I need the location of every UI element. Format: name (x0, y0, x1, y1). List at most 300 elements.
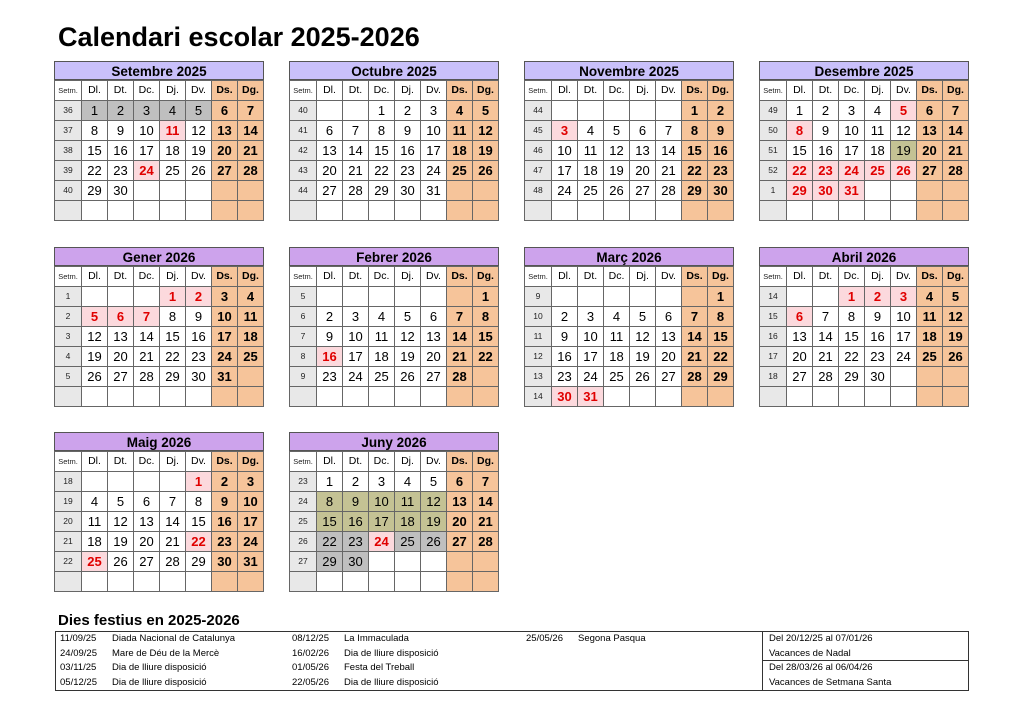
day-cell: 14 (682, 327, 708, 347)
week-number: 40 (290, 101, 317, 121)
day-cell (108, 287, 134, 307)
week-row (525, 141, 734, 161)
week-row (55, 472, 264, 492)
weekday-header: Dg. (473, 267, 499, 287)
day-cell: 12 (604, 141, 630, 161)
day-cell (108, 572, 134, 592)
week-number: 52 (760, 161, 787, 181)
weekday-header: Dt. (343, 81, 369, 101)
day-cell: 8 (708, 307, 734, 327)
day-cell (238, 572, 264, 592)
weekday-header: Dt. (108, 267, 134, 287)
day-cell: 16 (708, 141, 734, 161)
day-cell (917, 367, 943, 387)
week-row (290, 532, 499, 552)
day-cell: 25 (578, 181, 604, 201)
day-cell (552, 201, 578, 221)
day-cell: 20 (108, 347, 134, 367)
day-cell: 21 (473, 512, 499, 532)
day-cell: 5 (630, 307, 656, 327)
week-row (290, 572, 499, 592)
day-cell: 9 (552, 327, 578, 347)
month-header: Febrer 2026 (289, 247, 499, 266)
day-cell: 4 (447, 101, 473, 121)
week-row (290, 287, 499, 307)
week-row (55, 572, 264, 592)
day-cell: 4 (238, 287, 264, 307)
week-row (290, 367, 499, 387)
weekday-header: Setm. (290, 267, 317, 287)
day-cell: 7 (813, 307, 839, 327)
week-row (760, 141, 969, 161)
festiu-row (292, 661, 522, 676)
week-number: 44 (290, 181, 317, 201)
weekday-header: Setm. (55, 81, 82, 101)
day-cell: 6 (917, 101, 943, 121)
day-cell: 2 (708, 101, 734, 121)
day-cell (212, 201, 238, 221)
day-cell: 18 (447, 141, 473, 161)
weekday-header: Dv. (186, 81, 212, 101)
weekday-header: Ds. (917, 81, 943, 101)
day-cell: 24 (839, 161, 865, 181)
weekday-header: Ds. (447, 81, 473, 101)
week-number: 21 (55, 532, 82, 552)
day-cell: 1 (317, 472, 343, 492)
weekday-header: Dl. (82, 81, 108, 101)
day-cell (604, 387, 630, 407)
weekday-header: Setm. (525, 81, 552, 101)
week-number (290, 387, 317, 407)
week-number: 41 (290, 121, 317, 141)
day-cell: 14 (656, 141, 682, 161)
day-cell: 30 (813, 181, 839, 201)
day-cell: 9 (343, 492, 369, 512)
day-cell (212, 572, 238, 592)
day-cell: 6 (212, 101, 238, 121)
week-row (55, 141, 264, 161)
day-cell: 10 (134, 121, 160, 141)
day-cell: 19 (891, 141, 917, 161)
festiu-row (60, 647, 290, 662)
weekday-header: Dg. (473, 452, 499, 472)
week-number: 18 (760, 367, 787, 387)
day-cell (421, 201, 447, 221)
day-cell: 25 (238, 347, 264, 367)
week-row (525, 181, 734, 201)
day-cell: 3 (839, 101, 865, 121)
day-cell: 7 (160, 492, 186, 512)
week-row (525, 287, 734, 307)
week-number: 45 (525, 121, 552, 141)
week-number: 50 (760, 121, 787, 141)
weekday-header: Dv. (656, 267, 682, 287)
day-cell (447, 387, 473, 407)
day-cell: 3 (343, 307, 369, 327)
day-cell: 29 (682, 181, 708, 201)
day-cell (473, 201, 499, 221)
day-cell (943, 201, 969, 221)
day-cell: 28 (656, 181, 682, 201)
day-cell (238, 367, 264, 387)
month-header: Gener 2026 (54, 247, 264, 266)
weekday-header: Dt. (343, 267, 369, 287)
day-cell (395, 287, 421, 307)
week-number: 3 (55, 327, 82, 347)
festiu-name: Dia de lliure disposició (344, 676, 439, 688)
day-cell (108, 387, 134, 407)
day-cell: 30 (395, 181, 421, 201)
day-cell: 9 (865, 307, 891, 327)
day-cell: 17 (578, 347, 604, 367)
festiu-date: 16/02/26 (292, 647, 329, 659)
day-cell: 17 (238, 512, 264, 532)
festiu-date: 24/09/25 (60, 647, 97, 659)
weekday-header: Dv. (186, 452, 212, 472)
day-cell (134, 572, 160, 592)
day-cell: 17 (369, 512, 395, 532)
day-cell: 24 (369, 532, 395, 552)
weekday-header: Setm. (290, 81, 317, 101)
week-number: 5 (290, 287, 317, 307)
day-cell: 29 (839, 367, 865, 387)
day-cell: 30 (865, 367, 891, 387)
week-number: 37 (55, 121, 82, 141)
weekday-header: Dv. (891, 81, 917, 101)
day-cell (682, 201, 708, 221)
day-cell: 3 (421, 101, 447, 121)
day-cell (108, 472, 134, 492)
week-number: 19 (55, 492, 82, 512)
week-number: 13 (525, 367, 552, 387)
day-cell: 18 (604, 347, 630, 367)
day-cell: 3 (578, 307, 604, 327)
festiu-row (60, 632, 290, 647)
week-number: 48 (525, 181, 552, 201)
day-cell: 6 (656, 307, 682, 327)
day-cell: 1 (186, 472, 212, 492)
festiu-date: 22/05/26 (292, 676, 329, 688)
day-cell: 11 (238, 307, 264, 327)
day-cell (212, 181, 238, 201)
day-cell: 26 (421, 532, 447, 552)
day-cell (682, 387, 708, 407)
day-cell (917, 181, 943, 201)
day-cell: 14 (447, 327, 473, 347)
week-row (55, 121, 264, 141)
week-row (760, 101, 969, 121)
weekday-header: Dv. (186, 267, 212, 287)
day-cell: 25 (395, 532, 421, 552)
week-row (55, 181, 264, 201)
week-number: 26 (290, 532, 317, 552)
day-cell (552, 101, 578, 121)
day-cell: 2 (212, 472, 238, 492)
day-cell: 27 (317, 181, 343, 201)
day-cell (656, 201, 682, 221)
weekday-header: Dl. (552, 267, 578, 287)
day-cell (369, 201, 395, 221)
week-number: 38 (55, 141, 82, 161)
day-cell: 22 (708, 347, 734, 367)
day-cell: 7 (134, 307, 160, 327)
day-cell: 29 (787, 181, 813, 201)
day-cell (369, 287, 395, 307)
week-row (290, 141, 499, 161)
day-cell: 23 (343, 532, 369, 552)
day-cell: 7 (473, 472, 499, 492)
day-cell: 11 (865, 121, 891, 141)
day-cell: 8 (473, 307, 499, 327)
festiu-date: 11/09/25 (60, 633, 97, 644)
day-cell (917, 201, 943, 221)
day-cell (447, 552, 473, 572)
weekday-header: Dt. (578, 267, 604, 287)
day-cell: 1 (839, 287, 865, 307)
day-cell: 15 (369, 141, 395, 161)
month-9 (289, 432, 499, 592)
day-cell: 17 (891, 327, 917, 347)
weekday-header: Dc. (134, 267, 160, 287)
day-cell: 25 (865, 161, 891, 181)
day-cell (160, 387, 186, 407)
day-cell: 14 (343, 141, 369, 161)
festiu-date: 05/12/25 (60, 676, 97, 688)
day-cell: 23 (317, 367, 343, 387)
month-header: Setembre 2025 (54, 61, 264, 80)
day-cell: 13 (421, 327, 447, 347)
weekday-header: Dg. (943, 267, 969, 287)
day-cell: 17 (421, 141, 447, 161)
festiu-row (292, 632, 522, 647)
weekday-header: Setm. (55, 452, 82, 472)
day-cell: 15 (82, 141, 108, 161)
vacances-row: Vacances de Nadal (763, 647, 969, 662)
day-cell: 10 (369, 492, 395, 512)
day-cell: 31 (578, 387, 604, 407)
day-cell: 24 (134, 161, 160, 181)
week-row (55, 101, 264, 121)
week-row (55, 512, 264, 532)
day-cell (473, 572, 499, 592)
day-cell: 23 (552, 367, 578, 387)
week-row (525, 161, 734, 181)
week-row (55, 532, 264, 552)
day-cell: 22 (160, 347, 186, 367)
day-cell: 17 (212, 327, 238, 347)
day-cell: 20 (917, 141, 943, 161)
day-cell: 13 (212, 121, 238, 141)
week-row (290, 161, 499, 181)
day-cell: 14 (134, 327, 160, 347)
day-cell (421, 572, 447, 592)
day-cell: 2 (343, 472, 369, 492)
day-cell: 6 (447, 472, 473, 492)
week-row (760, 347, 969, 367)
day-cell: 4 (578, 121, 604, 141)
day-cell (943, 387, 969, 407)
day-cell: 1 (160, 287, 186, 307)
weekday-header: Dt. (813, 267, 839, 287)
day-cell: 7 (447, 307, 473, 327)
day-cell: 6 (317, 121, 343, 141)
day-cell: 17 (343, 347, 369, 367)
weekday-header: Dj. (160, 267, 186, 287)
day-cell: 30 (343, 552, 369, 572)
day-cell: 2 (395, 101, 421, 121)
festiu-name: Diada Nacional de Catalunya (112, 633, 236, 644)
day-cell: 19 (604, 161, 630, 181)
week-row (525, 347, 734, 367)
month-header: Març 2026 (524, 247, 734, 266)
day-cell: 8 (369, 121, 395, 141)
day-cell: 17 (552, 161, 578, 181)
week-number: 4 (55, 347, 82, 367)
day-cell: 8 (186, 492, 212, 512)
week-number: 47 (525, 161, 552, 181)
day-cell: 27 (656, 367, 682, 387)
day-cell: 5 (473, 101, 499, 121)
day-cell: 4 (395, 472, 421, 492)
day-cell (317, 572, 343, 592)
day-cell: 9 (395, 121, 421, 141)
day-cell (82, 201, 108, 221)
day-cell: 23 (708, 161, 734, 181)
day-cell: 26 (186, 161, 212, 181)
week-row (55, 161, 264, 181)
festiu-date: 01/05/26 (292, 662, 329, 673)
day-cell (369, 387, 395, 407)
week-number: 40 (55, 181, 82, 201)
day-cell: 22 (186, 532, 212, 552)
week-number: 12 (525, 347, 552, 367)
week-number (55, 572, 82, 592)
day-cell: 20 (212, 141, 238, 161)
weekday-header: Dg. (708, 267, 734, 287)
week-number (525, 201, 552, 221)
week-number: 10 (525, 307, 552, 327)
day-cell: 24 (578, 367, 604, 387)
weekday-header: Dc. (134, 452, 160, 472)
day-cell (813, 287, 839, 307)
week-row (55, 387, 264, 407)
day-cell (447, 201, 473, 221)
day-cell (395, 387, 421, 407)
day-cell: 12 (395, 327, 421, 347)
day-cell: 1 (682, 101, 708, 121)
day-cell: 21 (682, 347, 708, 367)
month-6 (524, 247, 734, 407)
weekday-header: Ds. (682, 81, 708, 101)
day-cell: 3 (238, 472, 264, 492)
day-cell (630, 201, 656, 221)
weekday-header: Dl. (317, 267, 343, 287)
weekday-header: Setm. (290, 452, 317, 472)
week-number: 17 (760, 347, 787, 367)
day-cell (473, 552, 499, 572)
day-cell (186, 181, 212, 201)
page-title: Calendari escolar 2025-2026 (58, 22, 420, 52)
day-cell: 20 (134, 532, 160, 552)
day-cell: 10 (552, 141, 578, 161)
day-cell: 15 (708, 327, 734, 347)
day-cell: 4 (865, 101, 891, 121)
day-cell: 11 (578, 141, 604, 161)
day-cell (578, 287, 604, 307)
day-cell: 15 (186, 512, 212, 532)
week-number: 8 (290, 347, 317, 367)
weekday-header: Dj. (865, 81, 891, 101)
day-cell: 23 (212, 532, 238, 552)
day-cell (212, 387, 238, 407)
day-cell (395, 572, 421, 592)
day-cell: 19 (473, 141, 499, 161)
day-cell: 7 (343, 121, 369, 141)
day-cell: 10 (212, 307, 238, 327)
day-cell: 12 (421, 492, 447, 512)
day-cell: 31 (421, 181, 447, 201)
day-cell (82, 387, 108, 407)
day-cell (891, 367, 917, 387)
day-cell: 10 (839, 121, 865, 141)
day-cell (604, 101, 630, 121)
day-cell: 2 (108, 101, 134, 121)
day-cell: 11 (395, 492, 421, 512)
day-cell: 15 (682, 141, 708, 161)
week-row (525, 101, 734, 121)
day-cell (343, 101, 369, 121)
festiu-row (60, 676, 290, 691)
month-0 (54, 61, 264, 221)
day-cell (813, 387, 839, 407)
weekday-header: Dj. (630, 81, 656, 101)
day-cell (317, 387, 343, 407)
day-cell: 29 (160, 367, 186, 387)
day-cell: 28 (473, 532, 499, 552)
week-row (55, 347, 264, 367)
day-cell: 17 (839, 141, 865, 161)
month-header: Desembre 2025 (759, 61, 969, 80)
weekday-header: Dl. (82, 452, 108, 472)
weekday-header: Dv. (421, 452, 447, 472)
week-row (55, 307, 264, 327)
day-cell: 4 (917, 287, 943, 307)
day-cell: 28 (343, 181, 369, 201)
day-cell (865, 181, 891, 201)
day-cell: 19 (630, 347, 656, 367)
day-cell: 21 (160, 532, 186, 552)
day-cell (82, 287, 108, 307)
day-cell: 11 (917, 307, 943, 327)
day-cell: 26 (108, 552, 134, 572)
month-7 (759, 247, 969, 407)
day-cell: 21 (813, 347, 839, 367)
day-cell: 8 (682, 121, 708, 141)
day-cell: 11 (604, 327, 630, 347)
weekday-header: Dc. (134, 81, 160, 101)
week-row (760, 121, 969, 141)
day-cell: 30 (108, 181, 134, 201)
day-cell: 18 (917, 327, 943, 347)
day-cell: 25 (82, 552, 108, 572)
day-cell: 22 (82, 161, 108, 181)
weekday-header: Ds. (447, 452, 473, 472)
day-cell: 12 (82, 327, 108, 347)
day-cell: 31 (839, 181, 865, 201)
weekday-header: Setm. (760, 267, 787, 287)
day-cell: 5 (943, 287, 969, 307)
weekday-header: Dj. (630, 267, 656, 287)
